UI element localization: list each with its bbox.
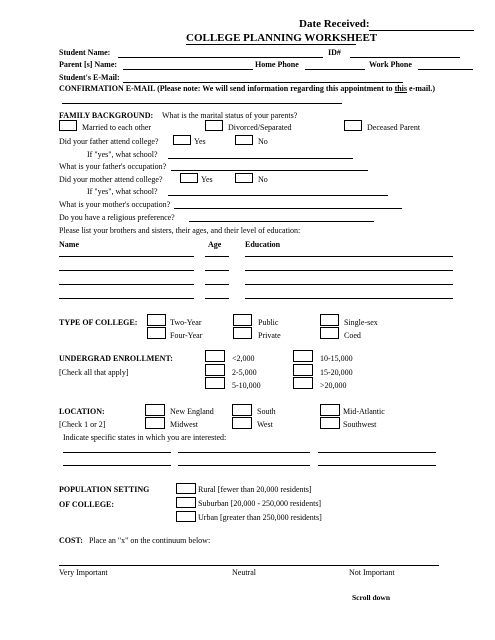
date-received-line[interactable] [369, 30, 474, 31]
enroll-2-5000-label: 2-5,000 [232, 368, 257, 377]
state-field[interactable] [63, 452, 171, 453]
sibling-education-field[interactable] [245, 256, 453, 257]
father-no-label: No [258, 137, 268, 146]
enroll-2-5000-checkbox[interactable] [205, 364, 225, 376]
siblings-age-header: Age [208, 240, 222, 249]
student-name-field[interactable] [118, 57, 323, 58]
enroll-15-20000-checkbox[interactable] [293, 364, 313, 376]
suburban-checkbox[interactable] [176, 497, 196, 508]
enroll-10-15000-label: 10-15,000 [320, 354, 353, 363]
siblings-prompt: Please list your brothers and sisters, their ages, and their level of education: [59, 226, 301, 235]
enrollment-heading: UNDERGRAD ENROLLMENT: [59, 354, 173, 363]
id-field[interactable] [350, 57, 460, 58]
mother-occupation-question: What is your mother's occupation? [59, 200, 171, 209]
two-year-checkbox[interactable] [147, 314, 166, 326]
type-of-college-heading: TYPE OF COLLEGE: [59, 318, 138, 327]
enroll-gt-20000-label: >20,000 [320, 381, 347, 390]
married-checkbox[interactable] [59, 120, 77, 131]
enrollment-note: [Check all that apply] [59, 368, 129, 377]
mother-school-field[interactable] [168, 195, 388, 196]
south-label: South [257, 407, 276, 416]
scroll-down-label: Scroll down [352, 593, 390, 602]
mother-no-label: No [258, 175, 268, 184]
email-field[interactable] [123, 82, 403, 83]
west-label: West [257, 420, 273, 429]
location-heading: LOCATION: [59, 407, 105, 416]
mother-no-checkbox[interactable] [235, 173, 253, 183]
sibling-name-field[interactable] [59, 270, 194, 271]
enroll-gt-20000-checkbox[interactable] [293, 377, 313, 389]
enroll-lt-2000-label: <2,000 [232, 354, 255, 363]
single-sex-checkbox[interactable] [320, 314, 339, 326]
location-note: [Check 1 or 2] [59, 420, 106, 429]
coed-label: Coed [344, 331, 361, 340]
sibling-age-field[interactable] [205, 284, 229, 285]
home-phone-field[interactable] [305, 69, 365, 70]
father-school-field[interactable] [168, 158, 353, 159]
id-label: ID# [328, 48, 341, 57]
states-prompt: Indicate specific states in which you are interested: [63, 433, 227, 442]
suburban-label: Suburban [20,000 - 250,000 residents] [198, 499, 322, 508]
public-checkbox[interactable] [233, 314, 252, 326]
religious-field[interactable] [189, 221, 374, 222]
work-phone-field[interactable] [418, 69, 473, 70]
mother-occupation-field[interactable] [174, 208, 402, 209]
private-label: Private [258, 331, 281, 340]
sibling-age-field[interactable] [205, 270, 229, 271]
siblings-education-header: Education [245, 240, 281, 249]
cost-very-important-label: Very Important [59, 568, 108, 577]
father-occupation-field[interactable] [171, 170, 368, 171]
four-year-label: Four-Year [170, 331, 203, 340]
sibling-education-field[interactable] [245, 284, 453, 285]
religious-question: Do you have a religious preference? [59, 213, 175, 222]
enroll-10-15000-checkbox[interactable] [293, 350, 313, 362]
divorced-label: Divorced/Separated [228, 123, 292, 132]
midwest-checkbox[interactable] [145, 417, 165, 429]
sibling-age-field[interactable] [205, 298, 229, 299]
marital-status-question: What is the marital status of your parents? [162, 111, 298, 120]
married-label: Married to each other [82, 123, 152, 132]
cost-neutral-label: Neutral [232, 568, 256, 577]
cost-not-important-label: Not Important [349, 568, 395, 577]
family-background-heading: FAMILY BACKGROUND: [59, 111, 154, 120]
southwest-label: Southwest [343, 420, 377, 429]
siblings-name-header: Name [59, 240, 79, 249]
confirmation-email-field[interactable] [62, 103, 342, 104]
email-label: Student's E-Mail: [59, 73, 120, 82]
enroll-15-20000-label: 15-20,000 [320, 368, 353, 377]
cost-prompt: Place an "x" on the continuum below: [89, 536, 211, 545]
mother-yes-label: Yes [201, 175, 213, 184]
sibling-name-field[interactable] [59, 256, 194, 257]
father-occupation-question: What is your father's occupation? [59, 162, 167, 171]
title-underline [186, 44, 356, 45]
new-england-checkbox[interactable] [145, 404, 165, 416]
date-received-label: Date Received: [299, 18, 370, 30]
father-school-question: If "yes", what school? [87, 150, 158, 159]
coed-checkbox[interactable] [320, 327, 339, 339]
urban-checkbox[interactable] [176, 511, 196, 522]
sibling-name-field[interactable] [59, 298, 194, 299]
mother-college-question: Did your mother attend college? [59, 175, 163, 184]
public-label: Public [258, 318, 279, 327]
mid-atlantic-label: Mid-Atlantic [343, 407, 385, 416]
confirmation-email-label: CONFIRMATION E-MAIL (Please note: We will send information regarding this appointment to this e-mail.) [59, 84, 436, 93]
student-name-label: Student Name: [59, 48, 111, 57]
father-yes-label: Yes [194, 137, 206, 146]
population-heading: POPULATION SETTING [59, 485, 150, 494]
sibling-age-field[interactable] [205, 256, 229, 257]
west-checkbox[interactable] [232, 417, 252, 429]
midwest-label: Midwest [170, 420, 198, 429]
father-no-checkbox[interactable] [235, 135, 253, 145]
new-england-label: New England [170, 407, 214, 416]
state-field[interactable] [63, 465, 171, 466]
sibling-education-field[interactable] [245, 270, 453, 271]
sibling-name-field[interactable] [59, 284, 194, 285]
home-phone-label: Home Phone [255, 60, 299, 69]
parent-name-label: Parent [s] Name: [59, 60, 118, 69]
four-year-checkbox[interactable] [147, 327, 166, 339]
enroll-5-10000-label: 5-10,000 [232, 381, 261, 390]
state-field[interactable] [178, 465, 310, 466]
southwest-checkbox[interactable] [320, 417, 340, 429]
two-year-label: Two-Year [170, 318, 202, 327]
sibling-education-field[interactable] [245, 298, 453, 299]
population-heading-2: OF COLLEGE: [59, 500, 115, 509]
rural-checkbox[interactable] [176, 483, 196, 494]
deceased-label: Deceased Parent [367, 123, 421, 132]
mother-school-question: If "yes", what school? [87, 187, 158, 196]
work-phone-label: Work Phone [369, 60, 412, 69]
enroll-5-10000-checkbox[interactable] [205, 377, 225, 389]
private-checkbox[interactable] [233, 327, 252, 339]
enroll-lt-2000-checkbox[interactable] [205, 350, 225, 362]
divorced-checkbox[interactable] [205, 120, 223, 131]
father-yes-checkbox[interactable] [173, 135, 191, 145]
mother-yes-checkbox[interactable] [180, 173, 198, 183]
mid-atlantic-checkbox[interactable] [320, 404, 340, 416]
single-sex-label: Single-sex [344, 318, 378, 327]
state-field[interactable] [318, 465, 436, 466]
cost-heading: COST: [59, 536, 83, 545]
deceased-checkbox[interactable] [344, 120, 362, 131]
state-field[interactable] [318, 452, 436, 453]
parent-name-field[interactable] [123, 69, 253, 70]
state-field[interactable] [178, 452, 310, 453]
page-title: COLLEGE PLANNING WORKSHEET [186, 32, 378, 44]
rural-label: Rural [fewer than 20,000 residents] [198, 485, 312, 494]
urban-label: Urban [greater than 250,000 residents] [198, 513, 322, 522]
south-checkbox[interactable] [232, 404, 252, 416]
cost-continuum-line[interactable] [59, 565, 439, 566]
father-college-question: Did your father attend college? [59, 137, 159, 146]
